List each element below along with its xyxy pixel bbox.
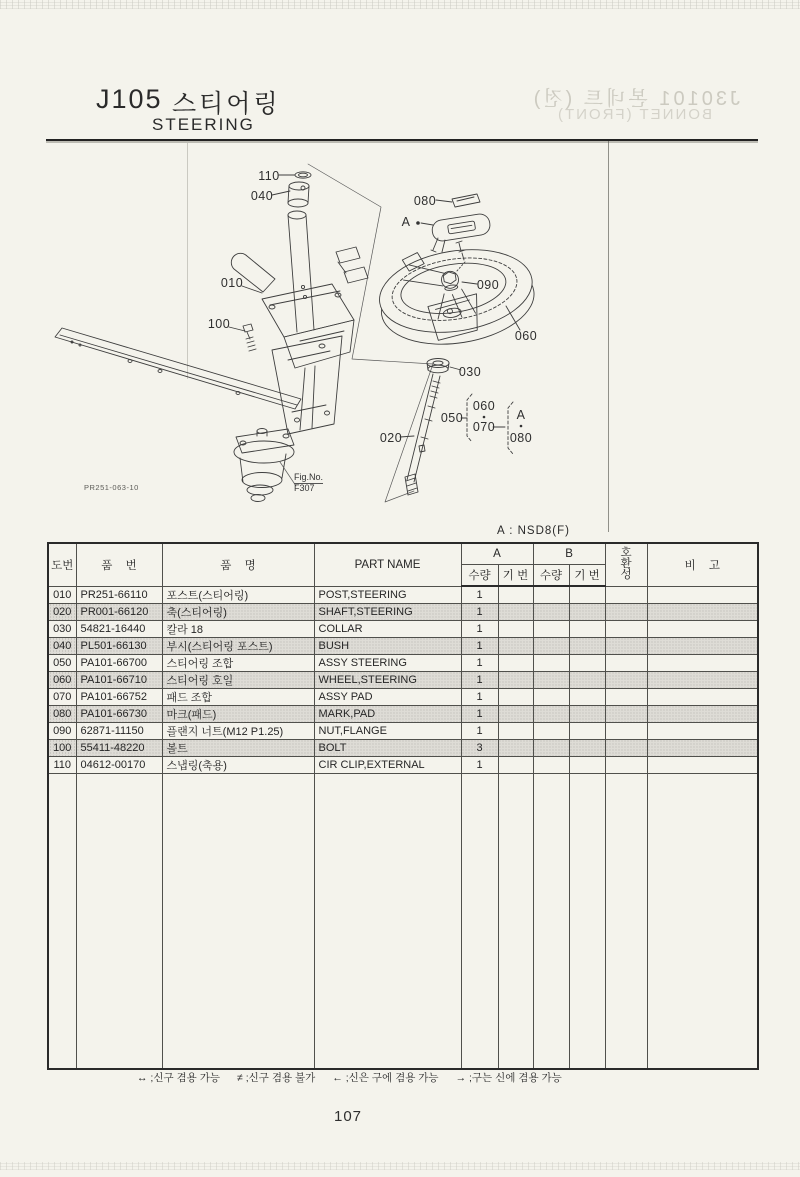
cell-name-kr: 축(스티어링) [162,603,314,620]
parts-table-body [48,586,758,1069]
legend-item: ← ;신은 구에 겸용 가능 [332,1072,439,1084]
cell-serial-b [569,586,605,603]
section-code: J105 [96,84,163,114]
cell-serial-b [569,756,605,773]
filler-cell [533,773,569,1069]
cell-part-no: PA101-66710 [76,671,162,688]
cell-name-kr: 마크(패드) [162,705,314,722]
cell-part-name: BUSH [314,637,461,654]
header-qty-b: 수량 [533,565,569,587]
cell-remarks [647,620,758,637]
filler-cell [461,773,498,1069]
cell-serial-b [569,688,605,705]
cell-remarks [647,586,758,603]
header-part-name: PART NAME [314,543,461,586]
filler-cell [605,773,647,1069]
cell-qty-a: 1 [461,620,498,637]
cell-part-no: PL501-66130 [76,637,162,654]
drawing-number: PR251-063-10 [84,483,139,492]
cell-part-no: PR251-66110 [76,586,162,603]
model-note: A : NSD8(F) [497,525,570,537]
cell-serial-b [569,671,605,688]
cell-compat [605,688,647,705]
table-row [48,620,758,637]
diagram-callout: 020 [379,431,403,445]
figure-reference [294,472,323,494]
cell-name-kr: 포스트(스티어링) [162,586,314,603]
cell-qty-b [533,722,569,739]
cell-ref-no: 110 [48,756,76,773]
cell-ref-no: 030 [48,620,76,637]
cell-qty-b [533,756,569,773]
diagram-callout: 070 [472,420,496,434]
diagram-callout: 030 [458,365,482,379]
cell-name-kr: 부시(스티어링 포스트) [162,637,314,654]
cell-part-no: 54821-16440 [76,620,162,637]
parts-table-header [48,543,758,586]
legend-item: ↔ ;신구 겸용 가능 [137,1072,221,1084]
cell-part-name: POST,STEERING [314,586,461,603]
cell-part-name: ASSY STEERING [314,654,461,671]
table-row [48,671,758,688]
cell-name-kr: 스티어링 조합 [162,654,314,671]
cell-qty-a: 1 [461,603,498,620]
cell-part-name: COLLAR [314,620,461,637]
cell-ref-no: 060 [48,671,76,688]
filler-cell [498,773,533,1069]
cell-serial-a [498,739,533,756]
cell-remarks [647,756,758,773]
parts-table-container [47,542,759,1070]
cell-compat [605,586,647,603]
bleedthrough-title: J30101 본네트 (전) [530,88,740,110]
cell-remarks [647,688,758,705]
cell-part-name: ASSY PAD [314,688,461,705]
cell-ref-no: 040 [48,637,76,654]
table-row [48,688,758,705]
cell-compat [605,637,647,654]
page-title-korean: 스티어링 [172,90,281,118]
table-row [48,586,758,603]
cell-part-no: PA101-66730 [76,705,162,722]
cell-compat [605,671,647,688]
cell-name-kr: 플랜지 너트(M12 P1.25) [162,722,314,739]
diagram-callout: A [401,215,411,229]
cell-qty-a: 1 [461,637,498,654]
header-remarks: 비 고 [647,543,758,586]
diagram-callout: 080 [509,431,533,445]
cell-remarks [647,739,758,756]
cell-ref-no: 080 [48,705,76,722]
cell-qty-b [533,620,569,637]
cell-compat [605,654,647,671]
cell-remarks [647,654,758,671]
table-row [48,739,758,756]
cell-ref-no: 050 [48,654,76,671]
diagram-callout: 060 [472,399,496,413]
page-title-english: STEERING [152,115,255,134]
cell-qty-b [533,688,569,705]
cell-compat [605,620,647,637]
filler-cell [647,773,758,1069]
cell-ref-no: 090 [48,722,76,739]
diagram-callout: 090 [476,278,500,292]
filler-cell [162,773,314,1069]
header-part-no: 품 번 [76,543,162,586]
table-row [48,722,758,739]
header-group-b: B [533,543,605,565]
cell-serial-a [498,586,533,603]
cell-serial-a [498,756,533,773]
cell-part-no: 62871-11150 [76,722,162,739]
cell-qty-a: 3 [461,739,498,756]
cell-serial-a [498,654,533,671]
cell-qty-b [533,586,569,603]
cell-compat [605,756,647,773]
cell-part-name: MARK,PAD [314,705,461,722]
cell-qty-b [533,637,569,654]
cell-compat [605,705,647,722]
cell-serial-b [569,654,605,671]
cell-serial-b [569,705,605,722]
table-row [48,637,758,654]
compatibility-legend [137,1070,562,1085]
cell-ref-no: 010 [48,586,76,603]
cell-remarks [647,722,758,739]
cell-part-no: PR001-66120 [76,603,162,620]
header-compatibility: 호 환 성 [605,543,647,586]
cell-compat [605,722,647,739]
cell-name-kr: 칼라 18 [162,620,314,637]
cell-serial-b [569,637,605,654]
cell-part-no: PA101-66700 [76,654,162,671]
diagram-callout: 080 [413,194,437,208]
filler-cell [569,773,605,1069]
cell-name-kr: 스티어링 호일 [162,671,314,688]
header-name-kr: 품 명 [162,543,314,586]
cell-ref-no: 070 [48,688,76,705]
header-ref-no: 도번 [48,543,76,586]
cell-serial-a [498,603,533,620]
table-row [48,705,758,722]
cell-part-no: 04612-00170 [76,756,162,773]
cell-qty-a: 1 [461,654,498,671]
cell-ref-no: 020 [48,603,76,620]
cell-name-kr: 볼트 [162,739,314,756]
cell-serial-b [569,620,605,637]
header-serial-b: 기 번 [569,565,605,587]
cell-serial-a [498,637,533,654]
cell-name-kr: 패드 조합 [162,688,314,705]
cell-qty-b [533,671,569,688]
filler-cell [76,773,162,1069]
table-row [48,756,758,773]
cell-qty-b [533,654,569,671]
cell-serial-a [498,671,533,688]
header-serial-a: 기 번 [498,565,533,587]
header-group-a: A [461,543,533,565]
diagram-callout: 110 [258,169,280,183]
cell-part-name: SHAFT,STEERING [314,603,461,620]
diagram-callout: 010 [220,276,244,290]
cell-serial-b [569,722,605,739]
cell-qty-a: 1 [461,705,498,722]
diagram-callout: 050 [440,411,464,425]
cell-serial-a [498,688,533,705]
cell-serial-a [498,705,533,722]
table-row [48,603,758,620]
cell-qty-b [533,603,569,620]
table-filler-row [48,773,758,1069]
cell-name-kr: 스냅링(축용) [162,756,314,773]
legend-item: ≠ ;신구 겸용 불가 [237,1072,316,1084]
cell-qty-b [533,739,569,756]
cell-remarks [647,705,758,722]
cell-part-name: NUT,FLANGE [314,722,461,739]
cell-serial-a [498,722,533,739]
page-number: 107 [333,1108,363,1125]
cell-qty-b [533,705,569,722]
figure-reference-number: F307 [294,483,315,493]
cell-remarks [647,637,758,654]
header-qty-a: 수량 [461,565,498,587]
cell-qty-a: 1 [461,671,498,688]
cell-serial-b [569,603,605,620]
figure-reference-label: Fig.No. [294,472,324,482]
cell-remarks [647,603,758,620]
legend-item: → ;구는 신에 겸용 가능 [455,1072,562,1084]
diagram-callout: 100 [207,317,231,331]
bleedthrough-subtitle: BONNET (FRONT) [555,106,712,123]
cell-ref-no: 100 [48,739,76,756]
diagram-callout: A [516,408,526,422]
diagram-callout: 060 [514,329,538,343]
cell-qty-a: 1 [461,586,498,603]
cell-compat [605,603,647,620]
cell-remarks [647,671,758,688]
cell-qty-a: 1 [461,756,498,773]
cell-compat [605,739,647,756]
cell-qty-a: 1 [461,722,498,739]
table-row [48,654,758,671]
cell-part-no: 55411-48220 [76,739,162,756]
cell-part-no: PA101-66752 [76,688,162,705]
cell-part-name: WHEEL,STEERING [314,671,461,688]
filler-cell [48,773,76,1069]
cell-part-name: CIR CLIP,EXTERNAL [314,756,461,773]
cell-part-name: BOLT [314,739,461,756]
cell-serial-b [569,739,605,756]
parts-table [47,542,759,1070]
filler-cell [314,773,461,1069]
cell-qty-a: 1 [461,688,498,705]
cell-serial-a [498,620,533,637]
diagram-callout: 040 [250,189,274,203]
